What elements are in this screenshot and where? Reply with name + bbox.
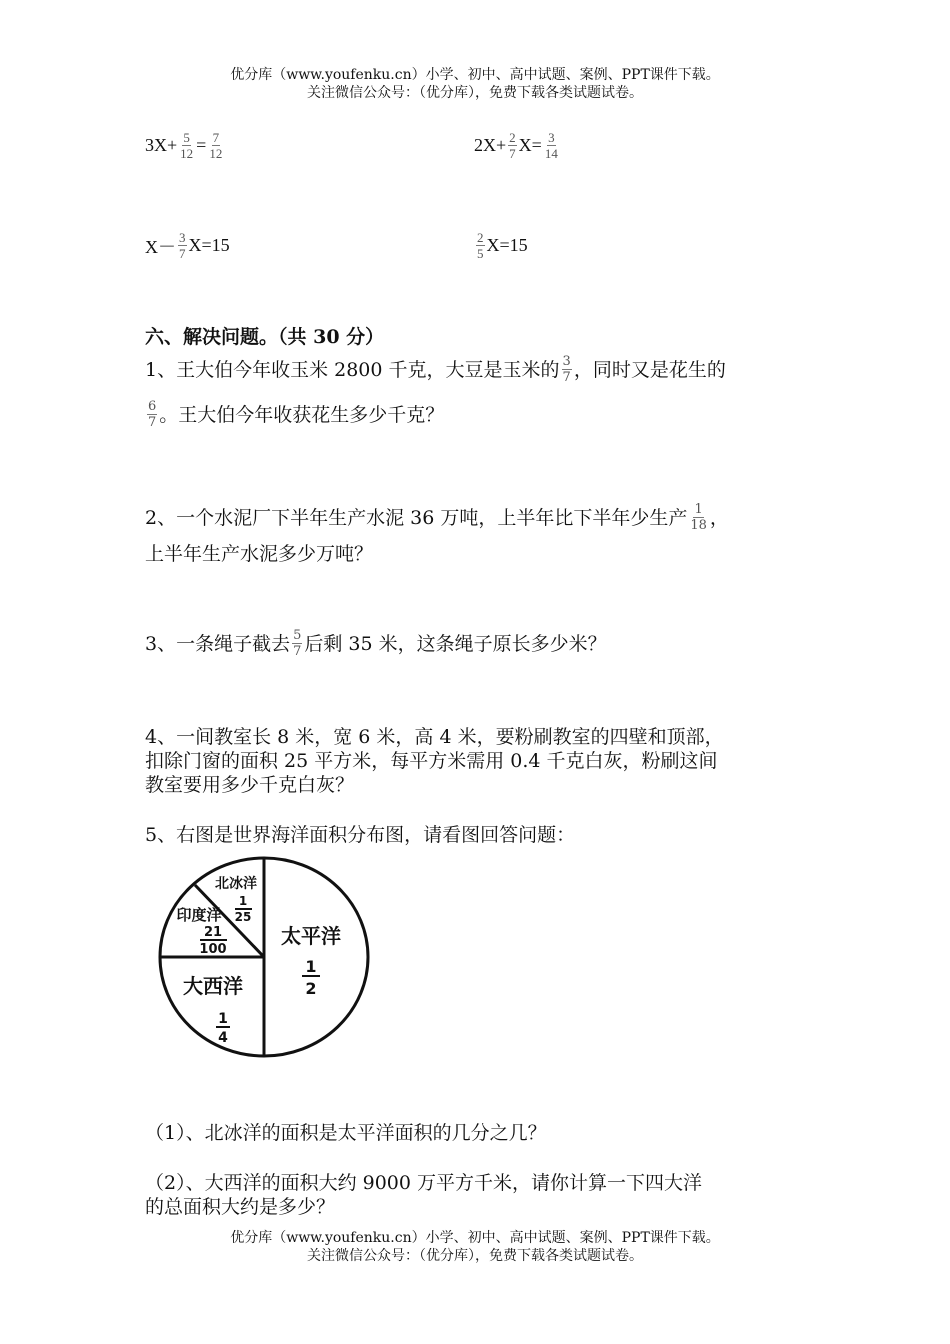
numerator: 6 [148, 399, 157, 414]
denominator: 14 [544, 146, 558, 161]
section-title: 六、解决问题。（共 30 分） [145, 326, 385, 348]
equation-4 [474, 230, 528, 261]
problem-2 [145, 502, 835, 569]
pie-svg [155, 855, 370, 1060]
header-line-2: 关注微信公众号：（优分库），免费下载各类试题试卷。 [307, 85, 643, 101]
numerator: 2 [477, 230, 484, 245]
footer-line-1: 优分库（www.youfenku.cn）小学、初中、高中试题、案例、PPT课件下载。 [230, 1230, 720, 1246]
fraction [147, 399, 157, 430]
problem-4 [145, 725, 845, 797]
numerator: 2 [509, 130, 516, 145]
slice-value-pacific-num: 1 [305, 957, 317, 976]
sub-question-2 [145, 1171, 845, 1219]
problem-text: 的总面积大约是多少？ [145, 1196, 336, 1218]
equation-text: X－ [145, 236, 176, 257]
equation-text: = [196, 135, 207, 155]
problem-text: （1）、北冰洋的面积是太平洋面积的几分之几？ [145, 1122, 547, 1144]
denominator: 7 [179, 246, 186, 261]
numerator: 3 [548, 130, 555, 145]
slice-value-pacific-den: 2 [305, 979, 317, 998]
denominator: 5 [477, 246, 484, 261]
equation-text: X=15 [188, 235, 230, 255]
slice-label-indian: 印度洋 [176, 906, 222, 924]
numerator: 5 [183, 130, 190, 145]
fraction [292, 628, 302, 659]
problem-3 [145, 628, 815, 659]
denominator: 7 [148, 415, 157, 430]
denominator: 7 [509, 146, 516, 161]
problem-text: 。王大伯今年收获花生多少千克？ [159, 403, 445, 426]
denominator: 12 [209, 146, 223, 161]
slice-label-arctic: 北冰洋 [215, 876, 257, 892]
header-line-1: 优分库（www.youfenku.cn）小学、初中、高中试题、案例、PPT课件下载。 [230, 67, 720, 83]
equation-3 [145, 230, 230, 261]
fraction [544, 130, 559, 161]
problem-text: 2、一个水泥厂下半年生产水泥 36 万吨，上半年比下半年少生产 [145, 506, 688, 529]
sub-question-1 [145, 1121, 815, 1145]
page-header [0, 66, 950, 102]
denominator: 18 [690, 518, 707, 533]
slice-value-indian-num: 21 [203, 925, 223, 940]
equation-text: X=15 [486, 235, 528, 255]
problem-1 [145, 354, 815, 430]
slice-value-atlantic-num: 1 [218, 1011, 228, 1027]
problem-text: ， [709, 506, 729, 529]
equation-2 [474, 130, 561, 161]
equation-text: 2X+ [474, 135, 507, 155]
numerator: 7 [212, 130, 220, 145]
slice-label-pacific: 太平洋 [281, 924, 341, 948]
slice-value-arctic-den: 25 [234, 910, 252, 924]
equation-text: 3X+ [145, 135, 178, 155]
problem-text: 4、一间教室长 8 米，宽 6 米，高 4 米，要粉刷教室的四壁和顶部， [145, 726, 724, 748]
fraction [689, 502, 708, 533]
equation-1 [145, 130, 225, 161]
problem-text: 5、右图是世界海洋面积分布图，请看图回答问题： [145, 824, 576, 846]
page-footer [0, 1229, 950, 1265]
problem-5 [145, 823, 815, 847]
problem-text: 后剩 35 米，这条绳子原长多少米？ [304, 632, 607, 655]
problem-text: 教室要用多少千克白灰？ [145, 774, 355, 796]
problem-text: 1、王大伯今年收玉米 2800 千克，大豆是玉米的 [145, 358, 560, 381]
problem-text: 上半年生产水泥多少万吨？ [145, 543, 374, 565]
denominator: 7 [293, 644, 302, 659]
fraction [508, 130, 517, 161]
equation-text: X= [518, 135, 542, 155]
problem-text: （2）、大西洋的面积大约 9000 万平方千米，请你计算一下四大洋 [145, 1172, 703, 1194]
denominator: 12 [180, 146, 194, 161]
ocean-pie-chart [155, 855, 370, 1060]
slice-value-arctic-num: 1 [238, 894, 248, 908]
fraction [179, 130, 194, 161]
numerator: 1 [694, 502, 703, 517]
fraction [178, 230, 187, 261]
denominator: 7 [562, 370, 571, 385]
fraction [208, 130, 223, 161]
numerator: 3 [179, 230, 186, 245]
footer-line-2: 关注微信公众号：（优分库），免费下载各类试题试卷。 [307, 1248, 643, 1264]
fraction [562, 354, 572, 385]
problem-text: 3、一条绳子截去 [145, 632, 291, 655]
fraction [476, 230, 485, 261]
problem-text: 扣除门窗的面积 25 平方米，每平方米需用 0.4 千克白灰，粉刷这间 [145, 750, 718, 772]
problem-text: ，同时又是花生的 [573, 358, 726, 381]
numerator: 5 [293, 628, 302, 643]
slice-value-indian-den: 100 [199, 942, 227, 957]
slice-value-atlantic-den: 4 [218, 1030, 228, 1046]
slice-label-atlantic: 大西洋 [183, 974, 243, 998]
numerator: 3 [562, 354, 571, 369]
